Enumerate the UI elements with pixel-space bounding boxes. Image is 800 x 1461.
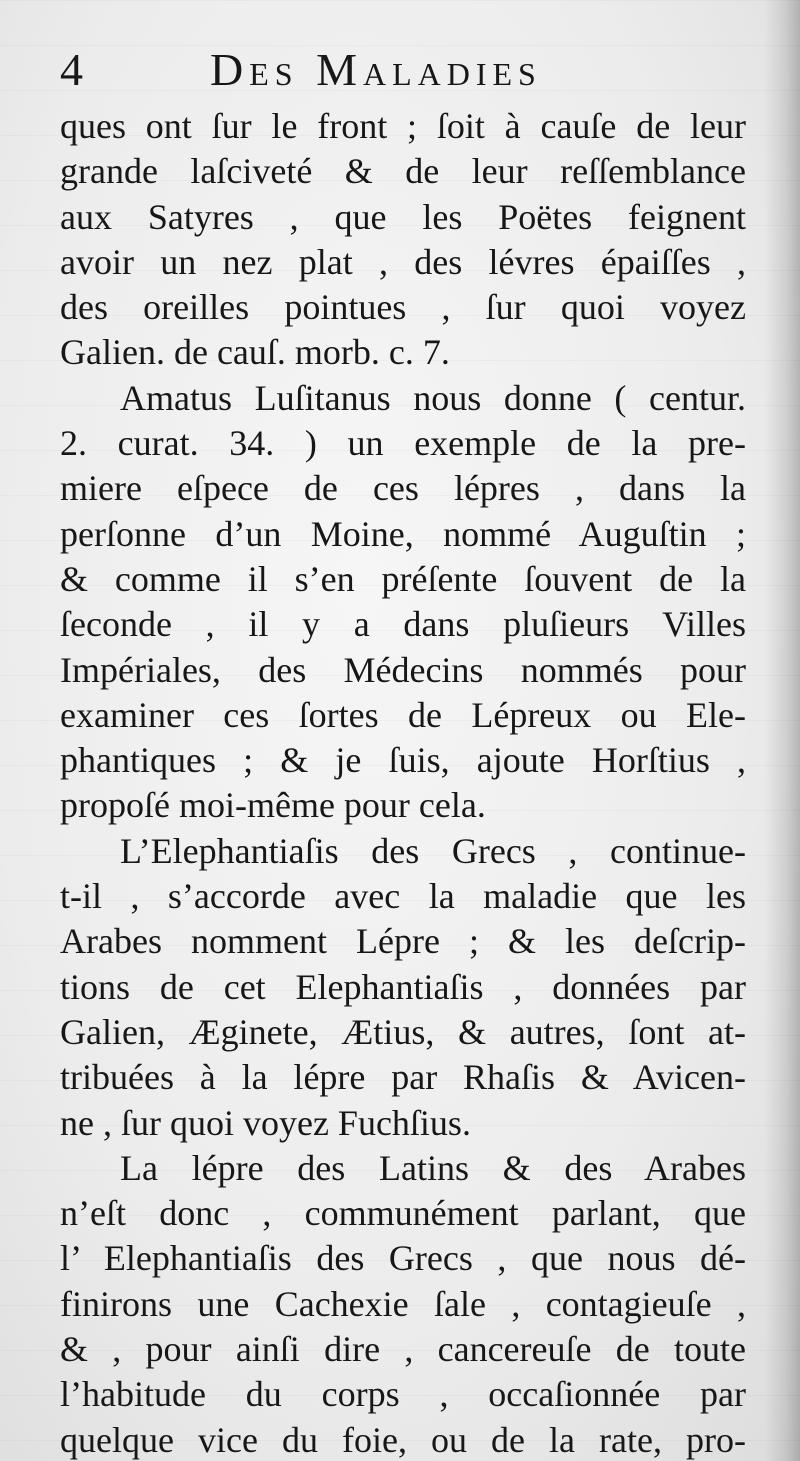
- text-line: tribuées à la lépre par Rhaſis & Avicen-: [60, 1057, 746, 1098]
- text-line: tions de cet Elephantiaſis , données par: [60, 966, 746, 1007]
- text-line: ques ont ſur le front ; ſoit à cauſe de leur: [60, 106, 746, 146]
- text-line: propoſé moi-même pour cela.: [60, 785, 486, 826]
- text-line: examiner ces ſortes de Lépreux ou Ele-: [60, 694, 746, 735]
- text-line: perſonne d’un Moine, nommé Auguſtin ;: [60, 513, 746, 554]
- text-line: l’ Elephantiaſis des Grecs , que nous dé-: [60, 1238, 746, 1279]
- text-line: 2. curat. 34. ) un exemple de la pre-: [60, 423, 746, 464]
- text-line: finirons une Cachexie ſale , contagieuſe ,: [60, 1283, 746, 1324]
- page-gutter-shadow: [764, 0, 800, 1461]
- running-title: Des Maladies: [210, 44, 542, 95]
- text-line: miere eſpece de ces lépres , dans la: [60, 468, 746, 509]
- text-line: n’eſt donc , communément parlant, que: [60, 1193, 746, 1234]
- body-text: [60, 104, 746, 1461]
- text-line: Galien, Æginete, Ætius, & autres, ſont at-: [60, 1011, 746, 1052]
- text-line: grande laſciveté & de leur reſſemblance: [60, 151, 746, 192]
- page-header: [60, 44, 760, 96]
- page-number: 4: [60, 44, 83, 95]
- text-line: Amatus Luſitanus nous donne ( centur.: [120, 377, 746, 418]
- text-line: phantiques ; & je ſuis, ajoute Horſtius ,: [60, 740, 746, 781]
- text-line: Galien. de cauſ. morb. c. 7.: [60, 332, 450, 373]
- text-line: & comme il s’en préſente ſouvent de la: [60, 558, 746, 599]
- text-line: L’Elephantiaſis des Grecs , continue-: [120, 830, 746, 871]
- text-line: avoir un nez plat , des lévres épaiſſes ,: [60, 241, 746, 282]
- text-line: l’habitude du corps , occaſionnée par: [60, 1374, 746, 1415]
- text-line: ſeconde , il y a dans pluſieurs Villes: [60, 604, 746, 645]
- text-line: aux Satyres , que les Poëtes feignent: [60, 196, 746, 237]
- text-line: & , pour ainſi dire , cancereuſe de toute: [60, 1329, 746, 1370]
- text-line: La lépre des Latins & des Arabes: [120, 1147, 746, 1188]
- text-line: Arabes nomment Lépre ; & les deſcrip-: [60, 921, 746, 962]
- text-line: des oreilles pointues , ſur quoi voyez: [60, 287, 746, 328]
- text-line: ne , ſur quoi voyez Fuchſius.: [60, 1102, 471, 1143]
- text-line: Impériales, des Médecins nommés pour: [60, 649, 746, 690]
- text-line: t-il , s’accorde avec la maladie que les: [60, 876, 746, 917]
- text-line: quelque vice du foie, ou de la rate, pro-: [60, 1419, 746, 1460]
